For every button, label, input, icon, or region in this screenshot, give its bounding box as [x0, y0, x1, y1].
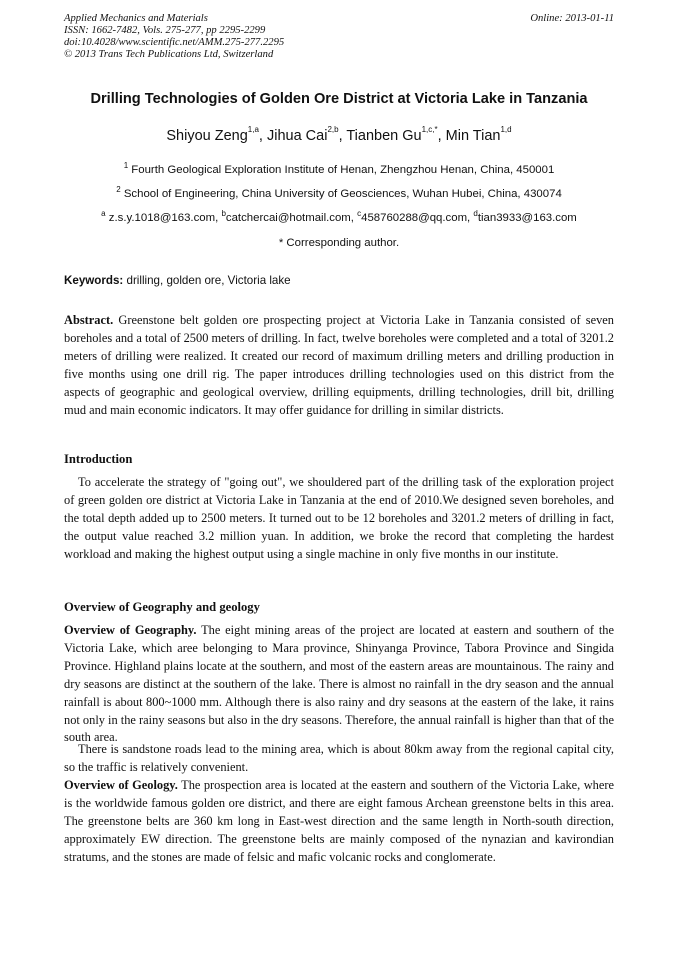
- author-affiliation-mark: 1,a: [247, 125, 259, 134]
- introduction-paragraph: To accelerate the strategy of "going out", we shouldered part of the drilling task of the exploration project of green golden ore district at Victoria Lake in Tanzania at the end of 2010.We designed seven boreholes, and the total depth added up to 2500 meters. It turned out to be 12 boreholes and 3201.2 meters of drilling in fact, the output value reached 3.2 million yuan. In addition, we broke the record that completing the hardest workload and making the highest output using a single machine in only five months in our institute.: [64, 475, 614, 561]
- paper-title: Drilling Technologies of Golden Ore District at Victoria Lake in Tanzania: [90, 91, 588, 107]
- keywords-text: drilling, golden ore, Victoria lake: [123, 274, 291, 287]
- geography-label: Overview of Geography.: [64, 623, 197, 637]
- affiliation-1: $^1$ Fourth Geological Exploration Institute of Henan, Zhengzhou Henan, China, 450001: [123, 161, 555, 176]
- email-list: $^a$ z.s.y.1018@163.com, $^b$catchercai@hotmail.com, $^c$458760288@qq.com, $^d$tian3933@163.com: [101, 209, 577, 224]
- geology-text: The prospection area is located at the eastern and southern of the Victoria Lake, where is the worldwide famous golden ore district, and there are eight famous Archean greenstone belts in this area. The greenstone belts are 360 km long in East-west direction and the same length in North-south direction, approximately EW direction. The greenstone belts are mainly composed of the nynazian and kavirondian stratums, and the stones are made of felsic and mafic volcanic rocks and conglomerate.: [64, 778, 614, 864]
- abstract: [64, 312, 614, 419]
- section-heading-introduction: Introduction: [64, 452, 133, 466]
- geology-paragraph: [64, 777, 614, 867]
- doi-line: doi:10.4028/www.scientific.net/AMM.275-277.2295: [64, 37, 285, 48]
- affiliation-2: $^2$ School of Engineering, China University of Geosciences, Wuhan Hubei, China, 430074: [116, 185, 562, 200]
- email-link[interactable]: tian3933@163.com: [477, 212, 577, 224]
- author-affiliation-mark: 1,c,*: [421, 125, 438, 134]
- abstract-label: Abstract.: [64, 313, 114, 327]
- email-link[interactable]: catchercai@hotmail.com,: [225, 212, 358, 224]
- keywords-label: Keywords:: [64, 274, 124, 287]
- journal-name: Applied Mechanics and Materials: [64, 13, 208, 24]
- geography-paragraph: [64, 622, 614, 747]
- keywords: [64, 274, 291, 287]
- geology-label: Overview of Geology.: [64, 778, 178, 792]
- author-list: Shiyou Zeng$^{1,a}$, Jihua Cai$^{2,b}$, Tianben $Gu^{1,c,*}$, Min Tian$^{1,d}$: [166, 125, 512, 144]
- author-name: Shiyou Zeng: [166, 128, 248, 144]
- section-heading-overview: Overview of Geography and geology: [64, 600, 260, 614]
- author-name: Tianben Gu: [346, 128, 422, 144]
- email-link[interactable]: 458760288@qq.com,: [361, 212, 474, 224]
- author-name: Jihua Cai: [266, 128, 328, 144]
- issn-line: ISSN: 1662-7482, Vols. 275-277, pp 2295-2299: [64, 25, 266, 36]
- email-link[interactable]: z.s.y.1018@163.com,: [105, 212, 222, 224]
- copyright-line: © 2013 Trans Tech Publications Ltd, Switzerland: [64, 49, 274, 60]
- abstract-text: Greenstone belt golden ore prospecting project at Victoria Lake in Tanzania consisted of seven boreholes and a total of 2500 meters of drilling. In fact, twelve boreholes were completed and a total of 3201.2 meters of drilling were realized. It created our record of maximum drilling meters and drilling production in five months using one drill rig. The paper introduces drilling technologies used on this district from the aspects of geographic and geological overview, drilling equipments, drilling technologies, drill bit, drilling mud and main economic indicators. It may offer guidance for drilling in similar districts.: [64, 313, 614, 417]
- online-date: Online: 2013-01-11: [530, 13, 614, 24]
- author-affiliation-mark: 1,d: [500, 125, 512, 134]
- corresponding-author-note: * Corresponding author.: [278, 237, 400, 249]
- author-name: Min Tian: [445, 128, 501, 144]
- geography-text: The eight mining areas of the project are located at eastern and southern of the Victoria Lake, which aree belonging to Mara province, Shinyanga Province, Tabora Province and Singida Province. Highland plains locate at the southern, and most of the eastern areas are mountainous. The rainy and dry seasons are distinct at the southern of the lake. There is almost no rainfall in the dry season and the annual rainfall is about 800~1000 mm. Although there is also rainy and dry seasons at the eastern of the lake, it rains not only in the rainy seasons but also in the dry seasons. Therefore, the annual rainfall is higher than that of the south area.: [64, 623, 614, 745]
- roads-paragraph: There is sandstone roads lead to the mining area, which is about 80km away from the regional capital city, so the traffic is relatively convenient.: [64, 742, 614, 774]
- journal-header: [64, 13, 614, 61]
- author-affiliation-mark: 2,b: [327, 125, 339, 134]
